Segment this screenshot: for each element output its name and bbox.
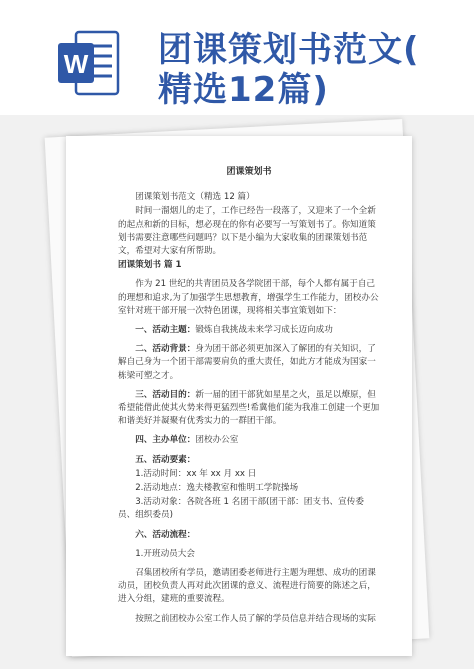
word-icon-letter: W — [63, 49, 89, 79]
paragraph-1: 作为 21 世纪的共青团员及各学院团干部，每个人都有属于自己的理想和追求,为了加强学生思想教育，增强学生工作能力，团校办公室针对班干部开展一次特色团课，现将相关事宜策划如下： — [118, 279, 379, 316]
section-process-label: 六、活动流程： — [135, 529, 196, 540]
section-background-label: 二、活动背景： — [135, 344, 196, 355]
section-theme — [118, 324, 380, 337]
section-organizer-text: 团校办公室 — [195, 435, 239, 446]
page-title: 团课策划书范文( 精选12篇) — [158, 30, 420, 110]
article-heading: 团课策划书 篇 1 — [118, 260, 182, 271]
section-purpose-label: 三、活动目的： — [135, 389, 196, 400]
section-background-text: 身为团干部必须更加深入了解团的有关知识，了解自己身为一个团干部需要肩负的重大责任，如此方才能成为国家一栋梁可塑之才。 — [118, 344, 376, 381]
elements-time: 1.活动时间：xx 年 xx 月 xx 日 — [135, 468, 257, 479]
section-organizer-label: 四、主办单位： — [135, 435, 196, 446]
section-organizer — [118, 434, 380, 447]
word-document-icon — [58, 30, 120, 96]
document-subtitle: 团课策划书范文（精选 12 篇） — [135, 192, 255, 203]
process-item-1: 1.开班动员大会 — [135, 548, 195, 559]
section-theme-text: 锻炼自我挑战未来学习成长迈向成功 — [195, 325, 333, 336]
elements-place: 2.活动地点：逸夫楼教室和惟明工学院操场 — [135, 483, 299, 494]
process-paragraph-2: 按照之前团校办公室工作人员了解的学员信息并结合现场的实际 — [135, 613, 376, 624]
intro-paragraph: 时间一溜烟儿的走了，工作已经告一段落了，又迎来了一个全新的起点和新的目标，想必现在的你有必要写一写策划书了。你知道策划书需要注意哪些问题吗？以下是小编为大家收集的团课策划书范文，希望对大家有所帮助。 — [118, 206, 376, 257]
section-elements-label: 五、活动要素： — [135, 454, 196, 465]
section-theme-label: 一、活动主题： — [135, 325, 196, 336]
document-page — [66, 136, 412, 656]
header-banner — [0, 0, 474, 115]
document-body — [118, 166, 380, 627]
section-purpose-text: 新一届的团干部犹如星星之火，虽足以燎原，但希望能借此使其火势来得更猛烈些!希冀他们能为我准工创建一个更加和谐美好并凝聚有优秀实力的一群团干部。 — [118, 389, 380, 427]
document-title: 团课策划书 — [226, 167, 272, 177]
elements-participants: 3.活动对象：各院各班 1 名团干部(团干部：团支书、宣传委员、组织委员) — [118, 497, 364, 521]
process-paragraph-1: 召集团校所有学员，邀请团委老师进行主题为理想、成功的团课动员，团校负责人再对此次团课的意义、流程进行简要的陈述之后，进入分组，建班的重要流程。 — [118, 568, 376, 605]
section-purpose — [118, 389, 380, 429]
section-background — [118, 343, 380, 383]
